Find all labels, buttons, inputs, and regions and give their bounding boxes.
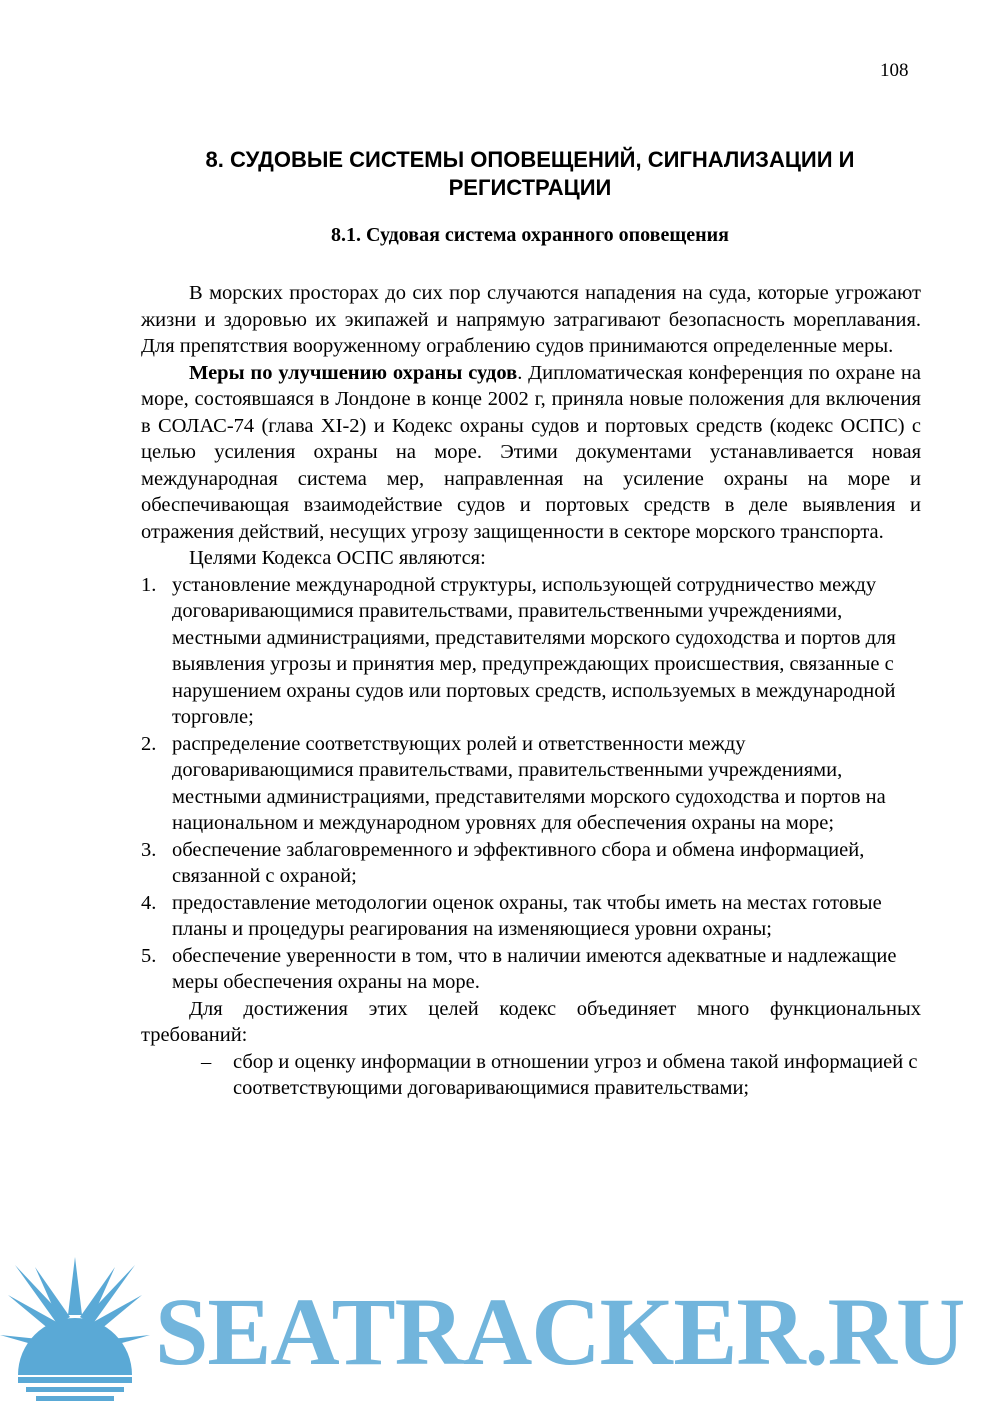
list-number: 1. bbox=[141, 573, 157, 596]
list-number: 3. bbox=[141, 838, 157, 861]
list-item bbox=[141, 731, 921, 837]
list-text: обеспечение уверенности в том, что в наличии имеются адекватные и надлежащие меры обеспечения охраны на море. bbox=[172, 944, 897, 993]
body-text bbox=[141, 280, 921, 1102]
list-item bbox=[141, 837, 921, 890]
list-text: установление международной структуры, использующей сотрудничество между договаривающимися правительствами, правительственными учреждениями, местными администрациями, представителями морского судоходства и портов для выявления угрозы и принятия мер, предупреждающих происшествия, связанные с нарушением охраны судов или портовых средств, используемых в международной торговле; bbox=[172, 573, 896, 728]
goals-list bbox=[141, 572, 921, 996]
paragraph-goals-intro: Целями Кодекса ОСПС являются: bbox=[189, 547, 486, 569]
list-text: сбор и оценку информации в отношении угроз и обмена такой информацией с соответствующими договаривающимися правительствами; bbox=[233, 1050, 918, 1099]
paragraph-intro: В морских просторах до сих пор случаются нападения на суда, которые угрожают жизни и здоровью их экипажей и напрямую затрагивают безопасность мореплавания. Для препятствия вооруженному ограблению судов принимаются определенные меры. bbox=[141, 282, 921, 357]
paragraph-requirements-intro: Для достижения этих целей кодекс объединяет много функциональных требований: bbox=[141, 997, 921, 1046]
list-text: распределение соответствующих ролей и ответственности между договаривающимися правительствами, правительственными учреждениями, местными администрациями, представителями морского судоходства и портов на национальном и международном уровнях для обеспечения охраны на море; bbox=[172, 732, 886, 834]
chapter-title: 8. СУДОВЫЕ СИСТЕМЫ ОПОВЕЩЕНИЙ, СИГНАЛИЗАЦИИ И РЕГИСТРАЦИИ bbox=[205, 147, 855, 200]
list-text: обеспечение заблаговременного и эффективного сбора и обмена информацией, связанной с охраной; bbox=[172, 838, 865, 887]
requirements-list bbox=[141, 1049, 921, 1102]
paragraph-measures bbox=[141, 360, 921, 546]
list-number: 4. bbox=[141, 891, 157, 914]
list-item bbox=[141, 572, 921, 731]
watermark bbox=[0, 1255, 991, 1403]
dash-marker: – bbox=[201, 1050, 212, 1073]
list-item bbox=[141, 943, 921, 996]
list-number: 5. bbox=[141, 944, 157, 967]
list-item bbox=[141, 1049, 921, 1102]
section-title: 8.1. Судовая система охранного оповещения bbox=[331, 224, 729, 246]
measures-heading: Меры по улучшению охраны судов bbox=[189, 361, 518, 384]
page-number: 108 bbox=[880, 60, 909, 81]
watermark-text bbox=[155, 1277, 964, 1387]
measures-text: . Дипломатическая конференция по охране на море, состоявшаяся в Лондоне в конце 2002 г, приняла новые положения для включения в СОЛАС-74 (глава XI-2) и Кодекс охраны судов и портовых средств (кодекс ОСПС) с целью усиления охраны на море. Этими документами устанавливается новая международная система мер, направленная на усиление охраны на море и обеспечивающая взаимодействие судов и портовых средств в деле выявления и отражения действий, несущих угрозу защищенности в секторе морского транспорта. bbox=[141, 361, 921, 543]
watermark-label: SEATRACKER.RU bbox=[155, 1278, 965, 1385]
list-item bbox=[141, 890, 921, 943]
list-text: предоставление методологии оценок охраны, так чтобы иметь на местах готовые планы и процедуры реагирования на изменяющиеся уровни охраны; bbox=[172, 891, 882, 940]
list-number: 2. bbox=[141, 732, 157, 755]
sun-icon bbox=[0, 1255, 150, 1403]
